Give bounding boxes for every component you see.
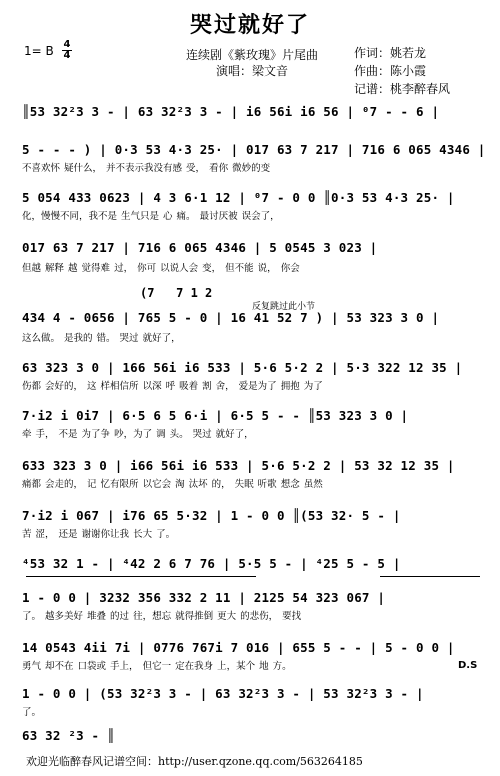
lyric-line: 不喜欢怀 疑什么， 并不表示我没有感 受， 看你 微妙的变 [22,163,271,174]
notes: 1 - 0 0 | (53 32²3 3 - | 63 32²3 3 - | 53 32²3 3 - | [22,686,424,701]
lyric-line: 了。 越多美好 堆叠 的过 往，想忘 就得推倒 更大 的悲伤， 要找 [22,611,302,622]
subtitle: 连续剧《紫玫瑰》片尾曲 [186,48,319,62]
lyric-line: 但越 解释 越 觉得难 过， 你可 以说人会 变， 但不能 说， 你会 [22,263,300,274]
lyric-line: 痛都 会走的， 记 忆有限所 以它会 淘 汰坏 的， 失眠 听歌 想念 虽然 [22,479,323,490]
notes: 017 63 7 217 | 716 6 065 4346 | 5 0545 3 023 | [22,240,378,255]
lyric-line: 牵 手， 不是 为了争 吵，为了 调 头。 哭过 就好了， [22,429,254,440]
singer: 演唱：梁文音 [216,64,289,78]
time-signature-top: 4 [63,39,71,50]
time-signature-bottom: 4 [63,50,71,61]
lyric-line: 了。 [22,707,42,718]
notes: 633 323 3 0 | i66 56i i6 533 | 5·6 5·2 2 | 53 32 12 35 | [22,458,455,473]
lyric-line: 苦 涩， 还是 谢谢你让我 长大 了。 [22,529,176,540]
notes: 5 054 433 0623 | 4 3 6·1 12 | ⁰7 - 0 0 ║0·3 53 4·3 25· | [22,190,455,205]
lyricist: 作词：姚若龙 [354,46,427,60]
lyric-line: 化，慢慢不同，我不是 生气只是 心 痛。 最讨厌被 误会了， [22,211,280,222]
notes: 63 32 ²3 - ║ [22,728,115,743]
footer-text: 欢迎光临醉春风记谱空间：http://user.qzone.qq.com/563264185 [26,755,363,768]
ds-marking: D.S [458,660,478,671]
composer: 作曲：陈小霞 [354,64,427,78]
notes: 1 - 0 0 | 3232 356 332 2 11 | 2125 54 323 067 | [22,590,386,605]
page-title: 哭过就好了 [189,12,310,38]
notes: 63 323 3 0 | 166 56i i6 533 | 5·6 5·2 2 | 5·3 322 12 35 | [22,360,463,375]
bracket-numbers: (7 7 1 2 [140,286,213,300]
notes: 434 4 - 0656 | 765 5 - 0 | 16 41 52 7 ) | 53 323 3 0 | [22,310,440,325]
time-signature [62,40,72,61]
transcriber: 记谱：桃李醉春风 [354,82,451,96]
volta-line [26,576,256,577]
notes: 14 0543 4ii 7i | 0776 767i 7 016 | 655 5 - - | 5 - 0 0 | [22,640,455,655]
notes: 7·i2 i 067 | i76 65 5·32 | 1 - 0 0 ║(53 32· 5 - | [22,508,401,523]
lyric-line: 伤都 会好的， 这 样相信所 以深 呼 吸着 割 舍， 爱是为了 拥抱 为了 [22,381,323,392]
lyric-line: 勇气 却不在 口袋或 手上， 但它一 定在我身 上，某个 地 方。 [22,661,292,672]
notes: 5 - - - ) | 0·3 53 4·3 25· | 017 63 7 217 | 716 6 065 4346 | [22,142,486,157]
notes: 7·i2 i 0i7 | 6·5 6 5 6·i | 6·5 5 - - ║53 323 3 0 | [22,408,409,423]
notes: ║53 32²3 3 - | 63 32²3 3 - | i6 56i i6 56 | ⁰7 - - 6 | [22,104,440,119]
key-signature: 1= B [24,44,54,58]
volta-line [380,576,480,577]
repeat-note: 反复跳过此小节 [252,302,316,312]
lyric-line: 这么做。 是我的 错。 哭过 就好了， [22,333,181,344]
notes: ⁴53 32 1 - | ⁴42 2 6 7 76 | 5·5 5 - | ⁴25 5 - 5 | [22,556,401,571]
